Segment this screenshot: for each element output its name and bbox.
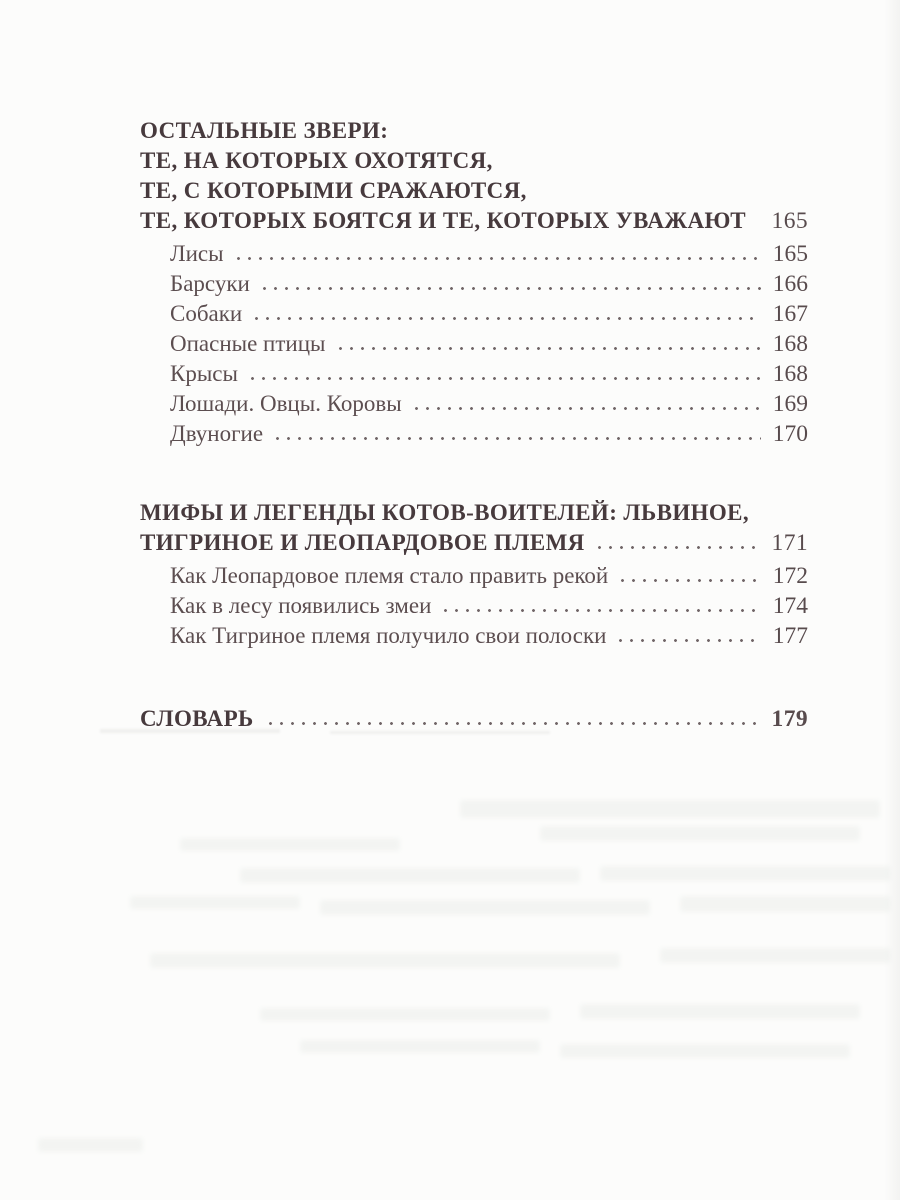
heading-line: ТЕ, КОТОРЫХ БОЯТСЯ И ТЕ, КОТОРЫХ УВАЖАЮТ bbox=[140, 208, 746, 233]
toc-entry bbox=[170, 389, 808, 419]
heading-line: ТЕ, С КОТОРЫМИ СРАЖАЮТСЯ, bbox=[140, 178, 527, 203]
toc-entry-page: 177 bbox=[772, 623, 808, 649]
bleed-through-artifact bbox=[150, 953, 620, 968]
toc-entry-title: Лисы bbox=[170, 241, 224, 266]
toc-entry-page: 168 bbox=[772, 361, 808, 387]
bleed-through-artifact bbox=[660, 948, 890, 963]
toc-entry bbox=[170, 329, 808, 359]
heading-line: ТЕ, НА КОТОРЫХ ОХОТЯТСЯ, bbox=[140, 148, 493, 173]
toc-entry-page: 172 bbox=[772, 563, 808, 589]
heading-line: ОСТАЛЬНЫЕ ЗВЕРИ: bbox=[140, 118, 389, 143]
bleed-through-artifact bbox=[560, 1044, 850, 1058]
toc-item-list bbox=[170, 239, 808, 449]
toc-entry-page: 165 bbox=[771, 208, 808, 234]
toc-entry-title: Опасные птицы bbox=[170, 331, 326, 356]
toc-entry-page: 174 bbox=[772, 593, 808, 619]
bleed-through-artifact bbox=[580, 1004, 860, 1019]
dot-leader bbox=[265, 721, 761, 726]
toc-entry-title: Собаки bbox=[170, 301, 243, 326]
toc-entry bbox=[170, 239, 808, 269]
dot-leader bbox=[440, 608, 761, 613]
table-of-contents bbox=[140, 116, 808, 734]
bleed-through-artifact bbox=[300, 1040, 540, 1053]
heading-line-with-page bbox=[140, 206, 808, 236]
dot-leader bbox=[411, 406, 761, 411]
dot-leader bbox=[594, 545, 761, 550]
toc-entry-title: Барсуки bbox=[170, 271, 250, 296]
toc-entry-page: 170 bbox=[772, 421, 808, 447]
dot-leader bbox=[617, 578, 761, 583]
bleed-through-artifact bbox=[460, 800, 880, 818]
bleed-through-artifact bbox=[540, 826, 860, 841]
heading-line: СЛОВАРЬ bbox=[140, 706, 254, 731]
toc-entry bbox=[170, 561, 808, 591]
bleed-through-artifact bbox=[130, 896, 300, 909]
heading-line: МИФЫ И ЛЕГЕНДЫ КОТОВ-ВОИТЕЛЕЙ: ЛЬВИНОЕ, bbox=[140, 500, 750, 525]
dot-leader bbox=[615, 638, 761, 643]
toc-section-heading-myths-legends bbox=[140, 498, 808, 558]
toc-entry-title: Двуногие bbox=[170, 421, 264, 446]
bleed-through-artifact bbox=[240, 868, 580, 883]
toc-entry bbox=[170, 419, 808, 449]
toc-entry-page: 165 bbox=[772, 241, 808, 267]
bleed-through-artifact bbox=[260, 1008, 550, 1021]
bleed-through-artifact bbox=[180, 838, 400, 851]
bleed-through-artifact bbox=[38, 1138, 143, 1152]
toc-section-heading-other-beasts bbox=[140, 116, 808, 236]
toc-entry-page: 179 bbox=[771, 706, 808, 732]
dot-leader bbox=[259, 286, 761, 291]
dot-leader bbox=[251, 316, 761, 321]
toc-entry-page: 168 bbox=[772, 331, 808, 357]
toc-entry-title: Лошади. Овцы. Коровы bbox=[170, 391, 402, 416]
dot-leader bbox=[247, 376, 761, 381]
toc-entry bbox=[170, 621, 808, 651]
toc-entry-page: 166 bbox=[772, 271, 808, 297]
heading-line: ТИГРИНОЕ И ЛЕОПАРДОВОЕ ПЛЕМЯ bbox=[140, 530, 585, 555]
bleed-through-artifact bbox=[320, 900, 650, 915]
toc-entry-title: Крысы bbox=[170, 361, 238, 386]
toc-entry-title: Как Тигриное племя получило свои полоски bbox=[170, 623, 607, 648]
heading-line-with-page bbox=[140, 528, 808, 558]
bleed-through-artifact bbox=[680, 896, 890, 912]
toc-entry bbox=[170, 299, 808, 329]
dot-leader bbox=[233, 256, 761, 261]
toc-entry bbox=[170, 591, 808, 621]
toc-entry-page: 171 bbox=[771, 530, 808, 556]
toc-item-list bbox=[170, 561, 808, 651]
dot-leader bbox=[335, 346, 762, 351]
bleed-through-artifact bbox=[600, 866, 890, 881]
toc-entry bbox=[170, 359, 808, 389]
toc-entry-page: 169 bbox=[772, 391, 808, 417]
scan-edge-shadow bbox=[884, 0, 900, 1200]
toc-entry-title: Как в лесу появились змеи bbox=[170, 593, 432, 618]
toc-entry-title: Как Леопардовое племя стало править рекой bbox=[170, 563, 609, 588]
toc-entry-page: 167 bbox=[772, 301, 808, 327]
toc-entry bbox=[170, 269, 808, 299]
dot-leader bbox=[272, 436, 761, 441]
toc-section-heading-glossary bbox=[140, 704, 808, 734]
